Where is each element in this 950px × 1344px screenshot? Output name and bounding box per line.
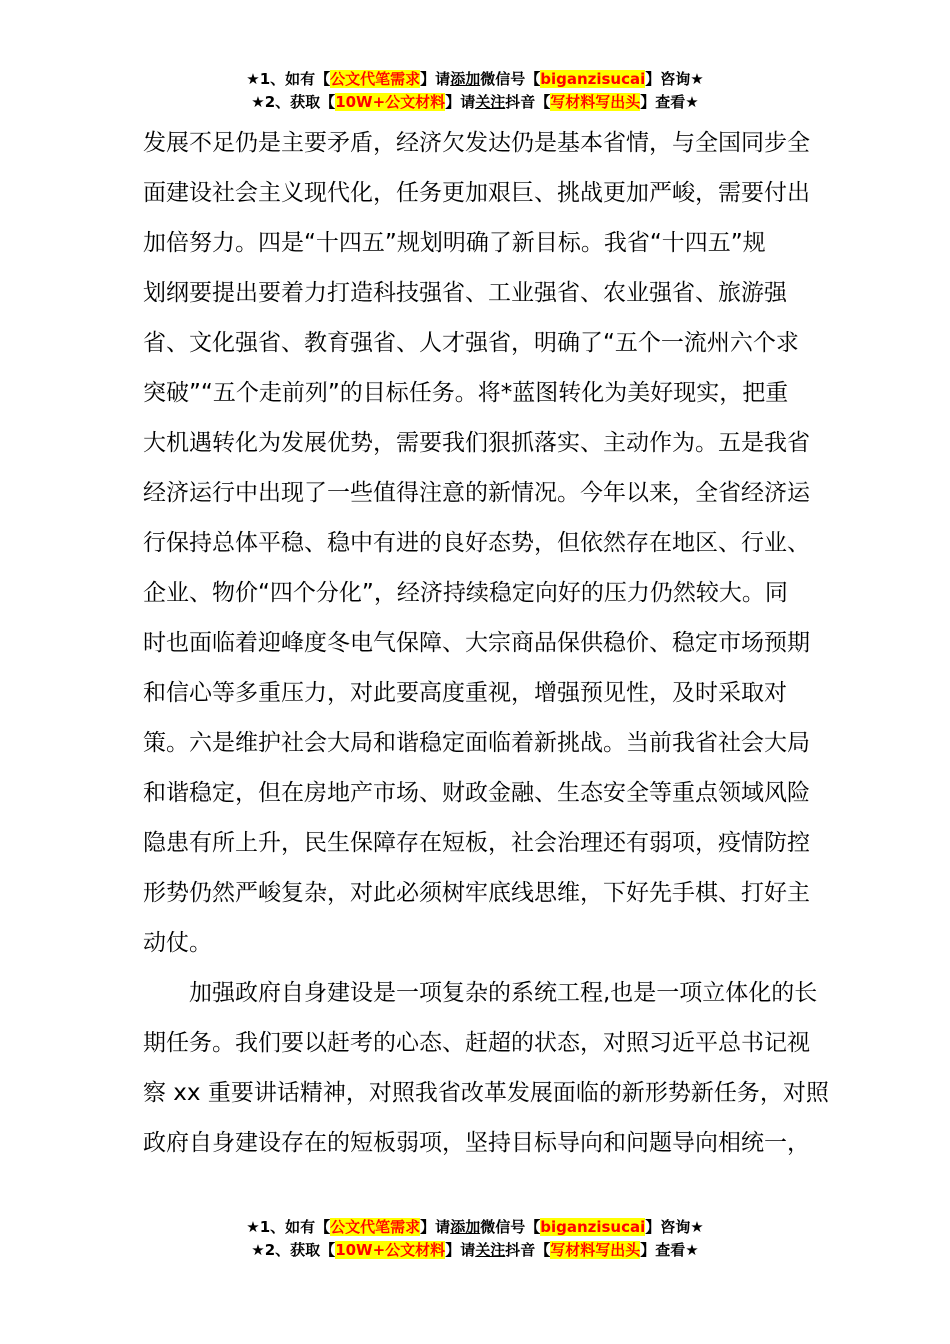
- banner-text: 微信号【: [480, 1218, 541, 1236]
- banner-text: 】请: [445, 93, 476, 111]
- header-banner: [0, 68, 950, 114]
- highlight-text: biganzisucai: [540, 1218, 646, 1236]
- body-line: 突破”“五个走前列”的目标任务。将*蓝图转化为美好现实，把重: [143, 380, 789, 406]
- highlight-text: 公文代笔需求: [330, 1218, 421, 1236]
- body-line: 加倍努力。四是“十四五”规划明确了新目标。我省“十四五”规: [143, 230, 766, 256]
- body-line: 策。六是维护社会大局和谐稳定面临着新挑战。当前我省社会大局: [143, 730, 810, 756]
- banner-text: 】查看★: [640, 93, 699, 111]
- paragraph-first-line: 加强政府自身建设是一项复杂的系统工程,也是一项立体化的长: [189, 980, 818, 1006]
- header-banner-line-2: [0, 91, 950, 114]
- underlined-text: 关注: [475, 1241, 506, 1259]
- body-line: 面建设社会主义现代化，任务更加艰巨、挑战更加严峻，需要付出: [143, 180, 810, 206]
- highlight-text: 公文代笔需求: [330, 70, 421, 88]
- body-line: 企业、物价“四个分化”，经济持续稳定向好的压力仍然较大。同: [143, 580, 788, 606]
- underlined-text: 关注: [475, 93, 506, 111]
- footer-banner: [0, 1216, 950, 1262]
- body-line: 和谐稳定，但在房地产市场、财政金融、生态安全等重点领域风险: [143, 780, 810, 806]
- body-line: 经济运行中出现了一些值得注意的新情况。今年以来，全省经济运: [143, 480, 810, 506]
- banner-text: 】咨询★: [645, 1218, 704, 1236]
- banner-text: 】请: [445, 1241, 476, 1259]
- underlined-text: 添加: [450, 70, 481, 88]
- highlight-text: biganzisucai: [540, 70, 646, 88]
- body-line: 发展不足仍是主要矛盾，经济欠发达仍是基本省情，与全国同步全: [143, 130, 810, 156]
- body-line: 形势仍然严峻复杂，对此必须树牢底线思维，下好先手棋、打好主: [143, 880, 810, 906]
- highlight-text: 写材料写出头: [550, 1241, 641, 1259]
- highlight-text: 10W+公文材料: [335, 1241, 446, 1259]
- body-line: 划纲要提出要着力打造科技强省、工业强省、农业强省、旅游强: [143, 280, 787, 306]
- body-line: 政府自身建设存在的短板弱项，坚持目标导向和问题导向相统一，: [143, 1130, 810, 1156]
- body-line: 行保持总体平稳、稳中有进的良好态势，但依然存在地区、行业、: [143, 530, 810, 556]
- body-line: 动仗。: [143, 930, 212, 956]
- banner-text: ★2、获取【: [251, 93, 336, 111]
- banner-text: ★2、获取【: [251, 1241, 336, 1259]
- banner-text: ★1、如有【: [246, 70, 331, 88]
- body-line: 省、文化强省、教育强省、人才强省，明确了“五个一流州六个求: [143, 330, 799, 356]
- body-line: 大机遇转化为发展优势，需要我们狠抓落实、主动作为。五是我省: [143, 430, 810, 456]
- banner-text: 】咨询★: [645, 70, 704, 88]
- banner-text: ★1、如有【: [246, 1218, 331, 1236]
- banner-text: 抖音【: [505, 93, 551, 111]
- body-line: 期任务。我们要以赶考的心态、赶超的状态，对照习近平总书记视: [143, 1030, 810, 1056]
- underlined-text: 添加: [450, 1218, 481, 1236]
- document-body: [143, 118, 829, 1168]
- body-line: 时也面临着迎峰度冬电气保障、大宗商品保供稳价、稳定市场预期: [143, 630, 810, 656]
- banner-text: 抖音【: [505, 1241, 551, 1259]
- body-line: 和信心等多重压力，对此要高度重视，增强预见性，及时采取对: [143, 680, 787, 706]
- body-line: 隐患有所上升，民生保障存在短板，社会治理还有弱项，疫情防控: [143, 830, 810, 856]
- highlight-text: 10W+公文材料: [335, 93, 446, 111]
- banner-text: 】请: [420, 70, 451, 88]
- header-banner-line-1: [0, 68, 950, 91]
- highlight-text: 写材料写出头: [550, 93, 641, 111]
- footer-banner-line-1: [0, 1216, 950, 1239]
- banner-text: 】请: [420, 1218, 451, 1236]
- banner-text: 】查看★: [640, 1241, 699, 1259]
- body-line: 察 xx 重要讲话精神，对照我省改革发展面临的新形势新任务，对照: [143, 1080, 829, 1106]
- footer-banner-line-2: [0, 1239, 950, 1262]
- banner-text: 微信号【: [480, 70, 541, 88]
